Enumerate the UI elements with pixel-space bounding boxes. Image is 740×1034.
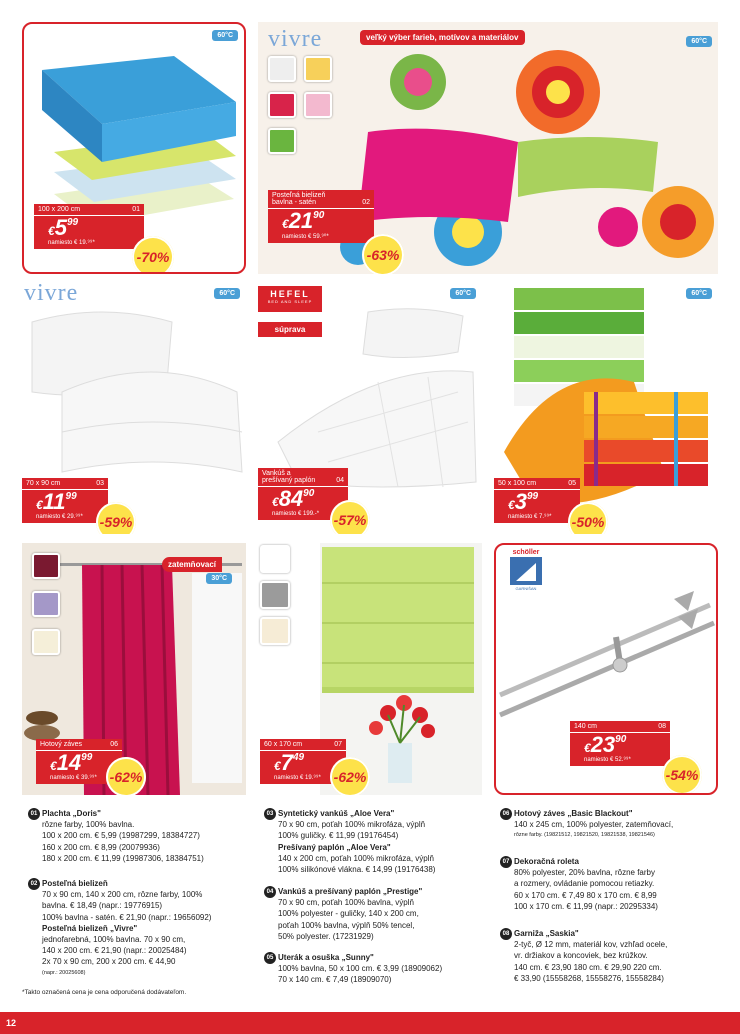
color-swatch (260, 581, 290, 609)
color-swatch (268, 92, 296, 118)
original-price: namiesto € 39.⁹⁹* (50, 775, 97, 781)
price: $€7^{49}$ (274, 750, 305, 775)
item-number-badge: 01 (28, 808, 40, 820)
product-subtitle: bavlna - satén (272, 199, 316, 206)
size-label: 50 x 100 cm (498, 480, 537, 487)
item-number-badge: 04 (264, 886, 276, 898)
product-panel-05[interactable] (494, 282, 718, 534)
product-title: Vankúš a (262, 470, 291, 477)
discount-badge: -54% (662, 755, 702, 795)
product-subtitle: prešívaný paplón (262, 477, 316, 484)
discount-badge: -63% (362, 234, 404, 274)
product-panel-04[interactable] (258, 282, 482, 534)
price-box (22, 478, 108, 523)
brand-logo: vivre (24, 282, 79, 306)
footnote: *Takto označená cena je cena odporučená dodávateľom. (22, 989, 187, 996)
discount-badge: -70% (132, 236, 174, 274)
item-number: 05 (568, 480, 576, 487)
item-number-badge: 06 (500, 808, 512, 820)
color-swatch (268, 128, 296, 154)
original-price: namiesto € 7.⁹⁹* (508, 514, 552, 520)
description-03: 03 Syntetický vankúš „Aloe Vera" 70 x 90 cm, poťah 100% mikrofáza, výplň 100% guličky. € 11,99 (19176454) Prešívaný paplón „Aloe Vera" 140 x 200 cm, poťah 100% mikrofáza, výplň 100% silikónové vlákna. € 14,99 (19176438) (278, 808, 488, 875)
price: $€23^{90}$ (584, 732, 627, 757)
brand-logo: schöller GARNIŠAN (506, 549, 546, 591)
promo-banner: veľký výber farieb, motívov a materiálov (360, 30, 525, 45)
item-number-badge: 08 (500, 928, 512, 940)
footer-bar (0, 1012, 740, 1034)
color-swatch (32, 629, 60, 655)
discount-badge: -59% (96, 502, 136, 534)
size-label: 70 x 90 cm (26, 480, 61, 487)
description-07: 07 Dekoračná roleta 80% polyester, 20% bavlna, rôzne farby a rozmery, ovládanie pomocou retiazky. 60 x 170 cm. € 7,49 80 x 170 cm. € 8,99 100 x 170 cm. € 11,99 (napr.: 20295334) (514, 856, 720, 912)
brand-logo: HEFEL BED AND SLEEP (258, 286, 322, 312)
item-number-badge: 03 (264, 808, 276, 820)
wash-temp-badge: 60°C (686, 288, 712, 299)
description-06: 06 Hotový záves „Basic Blackout" 140 x 245 cm, 100% polyester, zatemňovací, rôzne farby. (19821512, 19821520, 19821538, 19821546) (514, 808, 720, 842)
discount-badge: -62% (330, 757, 370, 795)
set-banner: súprava (258, 322, 322, 337)
item-number-badge: 05 (264, 952, 276, 964)
color-swatch (32, 591, 60, 617)
description-04: 04 Vankúš a prešívaný paplón „Prestige" 70 x 90 cm, poťah 100% bavlna, výplň 100% polyester - guličky, 140 x 200 cm, poťah 100% bavlna, výplň 50% tencel, 50% polyester. (17231929) (278, 886, 488, 942)
price: $€5^{99}$ (48, 215, 79, 240)
wash-temp-badge: 60°C (450, 288, 476, 299)
item-number: 06 (110, 741, 118, 748)
original-price: namiesto € 59.⁹⁰* (282, 234, 329, 240)
size-label: 100 x 200 cm (38, 206, 81, 213)
original-price: namiesto € 19.⁹⁹* (274, 775, 321, 781)
description-02: 02 Posteľná bielizeň 70 x 90 cm, 140 x 200 cm, rôzne farby, 100% bavlna. € 18,49 (napr.: 19776915) 100% bavlna - satén. € 21,90 (napr.: 19656092) Posteľná bielizeň „Vivre" jednofarebná, 100% bavlna. 70 x 90 cm, 140 x 200 cm. € 21,90 (napr.: 20025484) 2x 70 x 90 cm, 200 x 200 cm. € 44,90 (napr.: 20025608) (42, 878, 252, 979)
color-swatch (32, 553, 60, 579)
product-title: Hotový záves (40, 741, 83, 748)
price: $€84^{90}$ (272, 486, 315, 511)
item-number: 03 (96, 480, 104, 487)
item-number: 07 (334, 741, 342, 748)
wash-temp-badge: 60°C (212, 30, 238, 41)
original-price: namiesto € 19.⁹⁹* (48, 240, 95, 246)
blackout-banner: zatemňovací (162, 557, 222, 572)
price-box (34, 204, 144, 249)
color-swatch (260, 545, 290, 573)
wash-temp-badge: 60°C (686, 36, 712, 47)
color-swatch (304, 92, 332, 118)
page-number: 12 (6, 1018, 17, 1028)
item-number-badge: 02 (28, 878, 40, 890)
original-price: namiesto € 199.-* (272, 511, 320, 517)
product-panel-06[interactable] (22, 543, 246, 795)
price-box (268, 190, 374, 243)
size-label: 140 cm (574, 723, 597, 730)
original-price: namiesto € 52.⁹⁹* (584, 757, 631, 763)
wash-temp-badge: 60°C (214, 288, 240, 299)
price: $€3^{99}$ (508, 489, 539, 514)
product-panel-07[interactable] (258, 543, 482, 795)
discount-badge: -62% (106, 757, 146, 795)
description-01: 01 Plachta „Doris" rôzne farby, 100% bavlna. 100 x 200 cm. € 5,99 (19987299, 18384727) 160 x 200 cm. € 8,99 (20079936) 180 x 200 cm. € 11,99 (19987306, 18384751) (42, 808, 252, 864)
item-number: 01 (132, 206, 140, 213)
item-number: 08 (658, 723, 666, 730)
discount-badge: -57% (330, 500, 370, 534)
size-label: 60 x 170 cm (264, 741, 303, 748)
brand-logo: vivre (268, 26, 323, 52)
price: $€11^{99}$ (36, 489, 77, 514)
description-08: 08 Garniža „Saskia" 2-tyč, Ø 12 mm, materiál kov, vzhľad ocele, vr. držiakov a koncoviek, bez krúžkov. 140 cm. € 23,90 180 cm. € 29,90 220 cm. € 33,90 (15558268, 15558276, 15558284) (514, 928, 720, 984)
product-panel-02[interactable] (258, 22, 718, 274)
item-number-badge: 07 (500, 856, 512, 868)
color-swatch (268, 56, 296, 82)
product-panel-03[interactable] (22, 282, 246, 534)
price: $€14^{99}$ (50, 750, 93, 775)
wash-temp-badge: 30°C (206, 573, 232, 584)
color-swatch (260, 617, 290, 645)
product-title: Posteľná bielizeň (272, 192, 326, 199)
item-number: 04 (336, 477, 344, 484)
price: $€21^{90}$ (282, 208, 325, 233)
product-panel-01[interactable] (22, 22, 246, 274)
discount-badge: -50% (568, 502, 608, 534)
item-number: 02 (362, 199, 370, 206)
original-price: namiesto € 29.⁹⁹* (36, 514, 83, 520)
price-box (570, 721, 670, 766)
color-swatch (304, 56, 332, 82)
description-05: 05 Uterák a osuška „Sunny" 100% bavlna, 50 x 100 cm. € 3,99 (18909062) 70 x 140 cm. € 7,49 (18909070) (278, 952, 488, 986)
price-box (494, 478, 580, 523)
product-panel-08[interactable] (494, 543, 718, 795)
